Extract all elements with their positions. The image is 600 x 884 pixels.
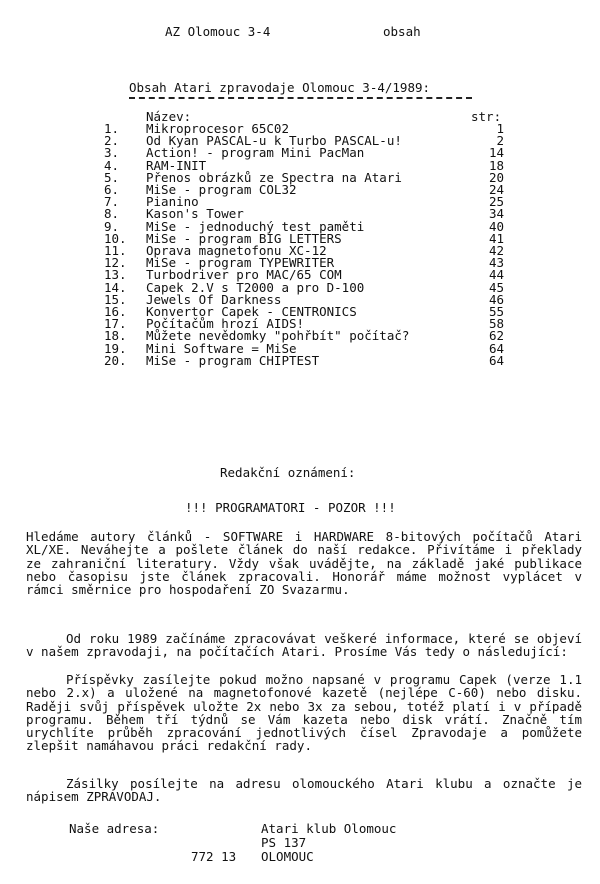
toc-item-page: 55: [488, 304, 504, 319]
toc-item-title: Mini Software = MiSe: [146, 340, 297, 356]
toc-item-title: MiSe - jednoduchý test paměti: [146, 218, 365, 234]
toc-item-title: Počítačům hrozí AIDS!: [146, 316, 305, 332]
toc-item-page: 40: [488, 218, 504, 234]
toc-col-title: Název:: [146, 109, 192, 124]
toc-item-number: 19.: [104, 340, 127, 356]
toc-item-title: MiSe - program COL32: [146, 182, 297, 197]
toc-item: [0, 279, 600, 295]
toc-item-number: 4.: [104, 157, 120, 173]
toc-item-page: 2: [496, 133, 504, 149]
toc-item-number: 1.: [104, 121, 120, 136]
toc-item-page: 46: [488, 291, 504, 307]
address-label: Naše adresa:: [69, 821, 160, 836]
address-zip: 772 13: [191, 849, 237, 864]
toc-item: [0, 147, 600, 159]
toc-item-number: 16.: [104, 304, 127, 319]
toc-item-title: Capek 2.V s T2000 a pro D-100: [146, 279, 365, 295]
notice-heading: Redakční oznámení:: [220, 465, 356, 480]
toc-item-number: 5.: [104, 169, 120, 185]
toc-item-number: 20.: [104, 352, 127, 368]
toc-item-page: 34: [488, 206, 504, 222]
header-left: AZ Olomouc 3-4: [165, 24, 271, 39]
toc-item-page: 62: [488, 328, 504, 344]
address-line-1: Atari klub Olomouc: [261, 821, 397, 836]
toc-item-title: Kason's Tower: [146, 206, 244, 222]
toc-item-title: Action! - program Mini PacMan: [146, 145, 365, 161]
toc-item-title: Pianino: [146, 194, 199, 210]
toc-item-page: 43: [488, 255, 504, 271]
toc-item-number: 8.: [104, 206, 120, 222]
toc-item: [0, 196, 600, 208]
toc-item-number: 12.: [104, 255, 127, 271]
toc-item-number: 3.: [104, 145, 120, 161]
address-line-2: PS 137: [261, 835, 307, 850]
toc-item-page: 42: [488, 243, 504, 258]
toc-item-number: 10.: [104, 230, 127, 246]
notice-paragraph-1: Hledáme autory článků - SOFTWARE i HARDWARE 8-bitových počítačů Atari XL/XE. Neváhejte a pošlete článek do naší redakce. Přivítáme i překlady ze zahraniční literatury. Vždy však uvádějte, na základě jaké publikace nebo časopisu jste článek zpracovali. Honorář máme možnost vyplácet v rámci směrnice pro hospodaření ZO Svazarmu.: [26, 529, 582, 598]
toc-item-page: 41: [488, 230, 504, 246]
toc-item-number: 18.: [104, 328, 127, 344]
address-city: OLOMOUC: [261, 849, 314, 864]
header-right: obsah: [383, 24, 421, 39]
toc-col-page: str:: [471, 109, 502, 124]
toc-item-title: Jewels Of Darkness: [146, 291, 282, 307]
toc-item-number: 14.: [104, 279, 127, 295]
toc-item-number: 13.: [104, 267, 127, 283]
toc-item-title: Od Kyan PASCAL-u k Turbo PASCAL-u!: [146, 133, 402, 149]
toc-divider: [129, 97, 472, 99]
toc-item-page: 20: [488, 169, 504, 185]
toc-item-number: 7.: [104, 194, 120, 210]
toc-item-number: 15.: [104, 291, 127, 307]
toc-item-number: 2.: [104, 133, 120, 149]
toc-item-title: Turbodriver pro MAC/65 COM: [146, 267, 342, 283]
toc-item-page: 58: [488, 316, 504, 332]
toc-item: [0, 184, 600, 196]
toc-item-number: 6.: [104, 182, 120, 197]
notice-subheading: !!! PROGRAMATORI - POZOR !!!: [185, 500, 396, 515]
toc-title: Obsah Atari zpravodaje Olomouc 3-4/1989:: [129, 80, 431, 95]
toc-item: [0, 352, 600, 368]
notice-paragraph-3: Příspěvky zasílejte pokud možno napsané v programu Capek (verze 1.1 nebo 2.x) a uložené na magnetofonové kazetě (nejlépe C-60) nebo disku. Raději svůj příspěvek uložte 2x nebo 3x za sebou, totéž platí i v případě programu. Během tří týdnů se Vám kazeta nebo disk vrátí. Značně tím urychlíte průběh zpracování jednotlivých čísel Zpravodaje a pomůžete zlepšit namáhavou práci redakční rady.: [26, 672, 582, 754]
toc-item-page: 24: [488, 182, 504, 197]
toc-item-title: Konvertor Capek - CENTRONICS: [146, 304, 357, 319]
toc-item-title: Oprava magnetofonu XC-12: [146, 243, 327, 258]
toc-item-page: 18: [488, 157, 504, 173]
toc-item-page: 1: [496, 121, 504, 136]
toc-item-title: RAM-INIT: [146, 157, 207, 173]
toc-item-title: Můžete nevědomky "pohřbít" počítač?: [146, 328, 410, 344]
toc-item-title: Mikroprocesor 65C02: [146, 121, 289, 136]
toc-item-number: 11.: [104, 243, 127, 258]
toc-item-title: MiSe - program BIG LETTERS: [146, 230, 342, 246]
notice-paragraph-2: Od roku 1989 začínáme zpracovávat veškeré informace, které se objeví v našem zpravodaji, na počítačích Atari. Prosíme Vás tedy o následující:: [26, 631, 582, 660]
toc-item-page: 14: [488, 145, 504, 161]
toc-item-page: 45: [488, 279, 504, 295]
toc-item-number: 17.: [104, 316, 127, 332]
toc-item-page: 64: [488, 352, 504, 368]
toc-item-title: MiSe - program CHIPTEST: [146, 352, 320, 368]
toc-item-title: MiSe - program TYPEWRITER: [146, 255, 335, 271]
notice-paragraph-4: Zásilky posílejte na adresu olomouckého Atari klubu a označte je nápisem ZPRAVODAJ.: [26, 776, 582, 805]
toc-item-title: Přenos obrázků ze Spectra na Atari: [146, 169, 402, 185]
toc-item: [0, 169, 600, 185]
toc-item-page: 25: [488, 194, 504, 210]
toc-item-page: 64: [488, 340, 504, 356]
toc-item-page: 44: [488, 267, 504, 283]
toc-item-number: 9.: [104, 218, 120, 234]
toc-item: [0, 330, 600, 342]
